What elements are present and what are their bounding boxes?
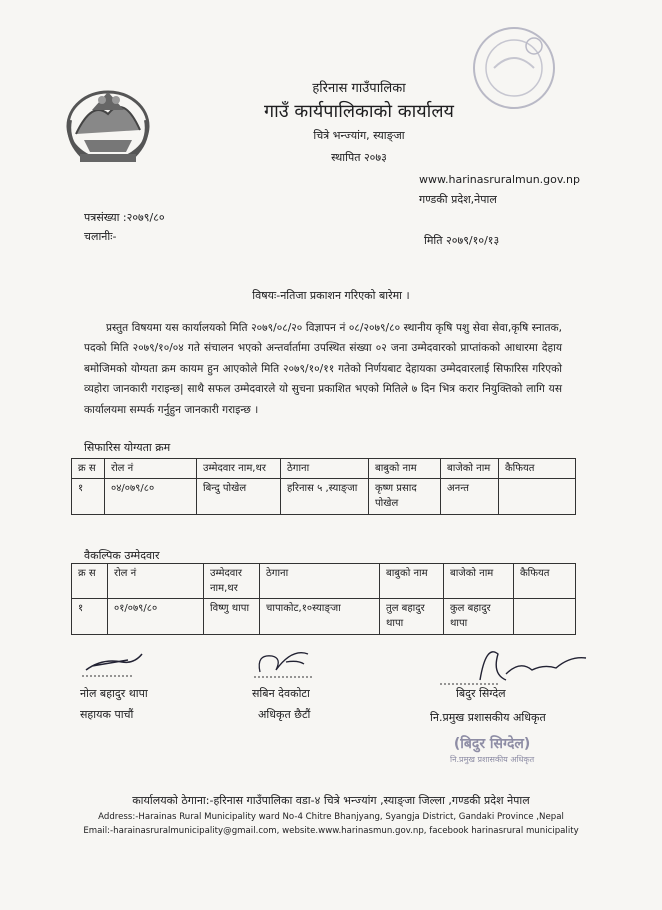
cell-remarks	[499, 479, 576, 515]
cell-sn: १	[72, 479, 105, 515]
col-grandfather: बाजेको नाम	[444, 564, 514, 599]
cell-roll: ०४/०७९/८०	[105, 479, 197, 515]
recommended-table-label: सिफारिस योग्यता क्रम	[84, 441, 171, 454]
signature-3-icon	[440, 640, 600, 688]
cell-address: चापाकोट,१०स्याङ्जा	[260, 599, 380, 635]
recommended-table	[71, 458, 576, 515]
col-sn: क्र स	[72, 459, 105, 479]
office-address: चित्रे भन्ज्यांग, स्याङ्जा	[313, 129, 405, 142]
stamp-name: (बिदुर सिग्देल)	[453, 736, 531, 752]
cell-remarks	[514, 599, 576, 635]
municipality-name: हरिनास गाउँपालिका	[312, 81, 406, 96]
signatory-2-post: अधिकृत छैटौं	[258, 708, 311, 721]
cell-father: कृष्ण प्रसाद पोखेल	[369, 479, 441, 515]
col-candidate: उम्मेदवार नाम,थर	[197, 459, 281, 479]
signatory-2-name: सबिन देवकोटा	[252, 687, 310, 700]
col-address: ठेगाना	[260, 564, 380, 599]
reference-number: पत्रसंख्या :२०७९/८०	[84, 211, 165, 224]
footer-address-en: Address:-Harainas Rural Municipality ward No-4 Chitre Bhanjyang, Syangja District, Gandaki Province ,Nepal	[98, 812, 564, 822]
col-candidate: उम्मेदवार नाम,थर	[204, 564, 260, 599]
table-row	[72, 599, 576, 635]
table-header-row	[72, 564, 576, 599]
signatory-1-name: नोल बहादुर थापा	[80, 687, 148, 700]
col-sn: क्र स	[72, 564, 108, 599]
cell-grandfather: अनन्त	[441, 479, 499, 515]
cell-candidate: विष्णु थापा	[204, 599, 260, 635]
col-roll: रोल नं	[108, 564, 204, 599]
signatory-3-post: नि.प्रमुख प्रशासकीय अधिकृत	[430, 711, 546, 724]
signature-1-icon	[82, 648, 146, 678]
col-remarks: कैफियत	[499, 459, 576, 479]
footer-address-np: कार्यालयको ठेगाना:-हरिनास गाउँपालिका वडा-४ चित्रे भन्ज्यांग ,स्याङ्जा जिल्ला ,गण्डकी प्रदेश नेपाल	[132, 794, 530, 807]
table-row	[72, 479, 576, 515]
col-father: बाबुको नाम	[369, 459, 441, 479]
established-year: स्थापित २०७३	[331, 151, 387, 164]
table-header-row	[72, 459, 576, 479]
website-link[interactable]: www.harinasruralmun.gov.np	[419, 173, 580, 186]
cell-sn: १	[72, 599, 108, 635]
cell-grandfather: कुल बहादुर थापा	[444, 599, 514, 635]
col-address: ठेगाना	[281, 459, 369, 479]
signatory-1-post: सहायक पाचौं	[80, 708, 134, 721]
signatory-3-name: बिदुर सिग्देल	[456, 687, 506, 700]
cell-candidate: बिन्दु पोखेल	[197, 479, 281, 515]
cell-roll: ०१/०७९/८०	[108, 599, 204, 635]
col-grandfather: बाजेको नाम	[441, 459, 499, 479]
letter-subject: विषयः-नतिजा प्रकाशन गरिएको बारेमा ।	[252, 289, 410, 302]
cell-address: हरिनास ५ ,स्याङ्जा	[281, 479, 369, 515]
stamp-post: नि.प्रमुख प्रशासकीय अधिकृत	[450, 755, 535, 764]
alternate-table-label: वैकल्पिक उम्मेदवार	[84, 549, 160, 562]
office-title: गाउँ कार्यपालिकाको कार्यालय	[264, 101, 454, 122]
cell-father: तुल बहादुर थापा	[380, 599, 444, 635]
col-remarks: कैफियत	[514, 564, 576, 599]
letter-body: प्रस्तुत विषयमा यस कार्यालयको मिति २०७९/०८/२० विज्ञापन नं ०८/२०७९/८० स्थानीय कृषि पशु सेवा सेवा,कृषि स्नातक, पदको मिति २०७९/१०/०४ गते संचालन भएको अन्तर्वार्तामा उपस्थित संख्या ०२ जना उम्मेदवारको प्राप्तांकको आधारमा देहाय बमोजिमको योग्यता क्रम कायम हुन आएकोले मिति २०७९/१०/११ गतेको निर्णयबाट देहायका उम्मेदवारलाई सिफारिस गरिएको व्यहोरा जानकारी गराइन्छ| साथै सफल उम्मेदवारले यो सुचना प्रकाशित भएको मितिले ७ दिन भित्र करार नियुक्तिको लागि यस कार्यालयमा सम्पर्क गर्नुहुन जानकारी गराइन्छ ।	[84, 322, 562, 416]
alternate-table	[71, 563, 576, 635]
col-roll: रोल नं	[105, 459, 197, 479]
footer-email: Email:-harainasruralmunicipality@gmail.com, website.www.harinasmun.gov.np, facebook harinasrural municipality	[83, 826, 579, 836]
col-father: बाबुको नाम	[380, 564, 444, 599]
dispatch-number: चलानीः-	[84, 230, 117, 243]
official-stamp	[450, 736, 534, 768]
letter-date: मिति २०७९/१०/१३	[424, 234, 500, 247]
signature-2-icon	[252, 644, 318, 680]
province-label: गण्डकी प्रदेश,नेपाल	[419, 193, 497, 206]
